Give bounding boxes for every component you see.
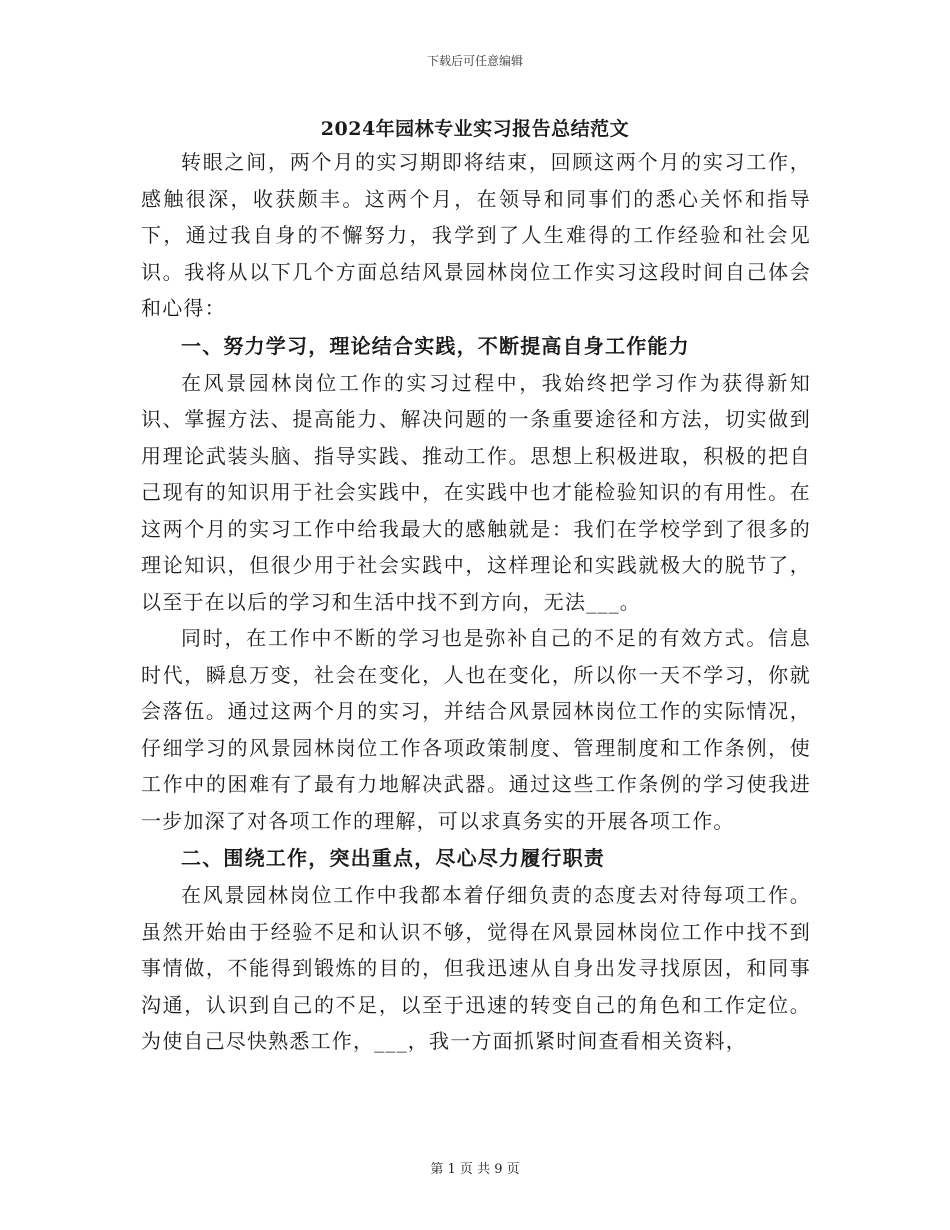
section-heading-1: 一、努力学习，理论结合实践，不断提高自身工作能力 [181, 333, 690, 358]
header-note: 下载后可任意编辑 [426, 54, 523, 68]
document-body [141, 144, 811, 1060]
section-heading-2: 二、围绕工作，突出重点，尽心尽力履行职责 [181, 846, 605, 870]
paragraph-learning: 在风景园林岗位工作的实习过程中，我始终把学习作为获得新知识、掌握方法、提高能力、解决问题的一条重要途径和方法，切实做到用理论武装头脑、指导实践、推动工作。思想上积极进取，积极的把自己现有的知识用于社会实践中，在实践中也才能检验知识的有用性。在这两个月的实习工作中给我最大的感触就是：我们在学校学到了很多的理论知识，但很少用于社会实践中，这样理论和实践就极大的脱节了，以至于在以后的学习和生活中找不到方向，无法___。 [141, 370, 811, 614]
paragraph-responsibility: 在风景园林岗位工作中我都本着仔细负责的态度去对待每项工作。虽然开始由于经验不足和认识不够，觉得在风景园林岗位工作中找不到事情做，不能得到锻炼的目的，但我迅速从自身出发寻找原因，和同事沟通，认识到自己的不足，以至于迅速的转变自己的角色和工作定位。为使自己尽快熟悉工作，___，我一方面抓紧时间查看相关资料， [141, 883, 811, 1053]
page-number: 第 1 页 共 9 页 [430, 1162, 520, 1177]
document-title: 2024年园林专业实习报告总结范文 [320, 118, 630, 140]
paragraph-continuous-learning: 同时，在工作中不断的学习也是弥补自己的不足的有效方式。信息时代，瞬息万变，社会在变化，人也在变化，所以你一天不学习，你就会落伍。通过这两个月的实习，并结合风景园林岗位工作的实际情况，仔细学习的风景园林岗位工作各项政策制度、管理制度和工作条例，使工作中的困难有了最有力地解决武器。通过这些工作条例的学习使我进一步加深了对各项工作的理解，可以求真务实的开展各项工作。 [141, 626, 811, 833]
paragraph-intro: 转眼之间，两个月的实习期即将结束，回顾这两个月的实习工作，感触很深，收获颇丰。这两个月，在领导和同事们的悉心关怀和指导下，通过我自身的不懈努力，我学到了人生难得的工作经验和社会见识。我将从以下几个方面总结风景园林岗位工作实习这段时间自己体会和心得： [141, 150, 811, 320]
